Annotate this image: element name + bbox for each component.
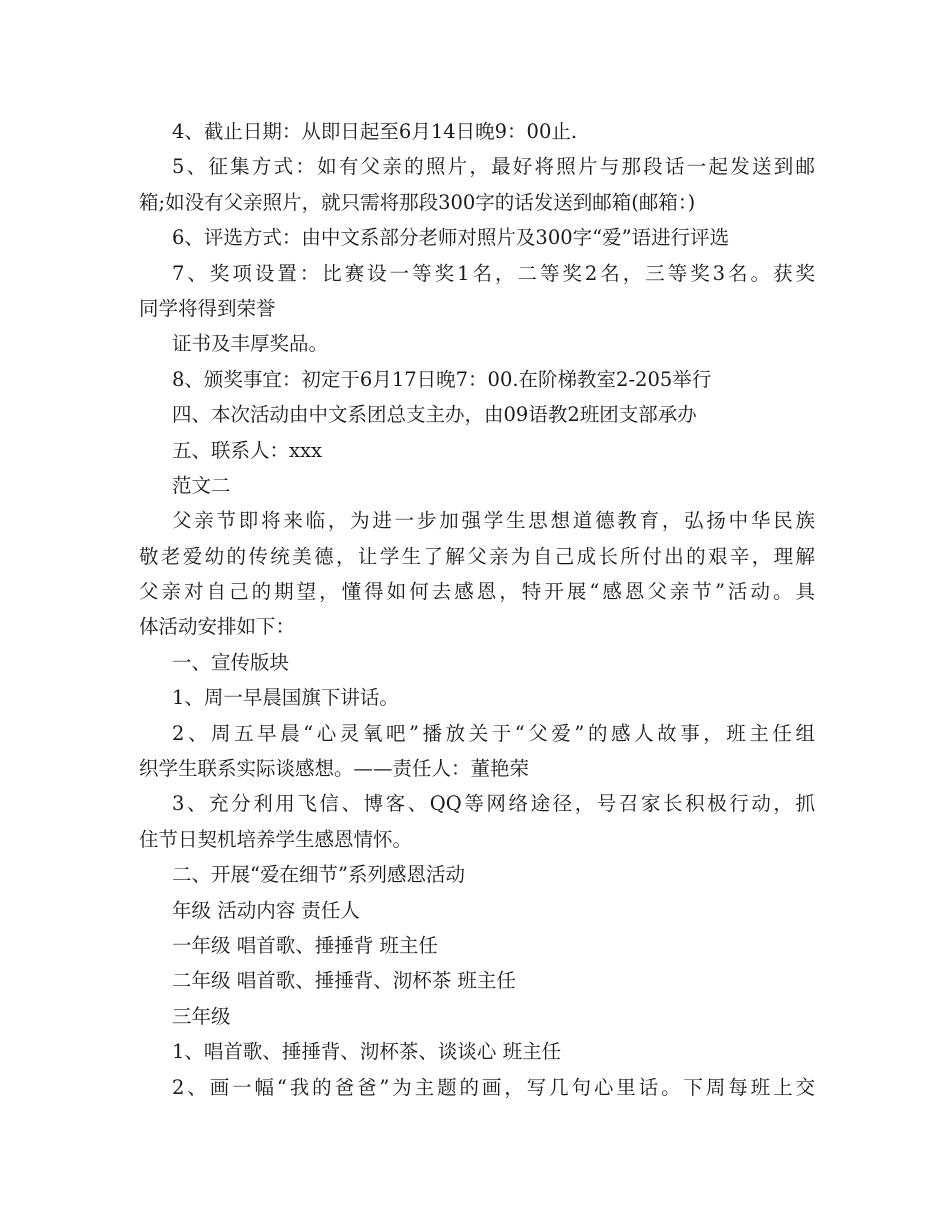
text-line: 一年级 唱首歌、捶捶背 班主任	[172, 933, 438, 957]
text-line: 范文二	[172, 473, 231, 497]
text-line: 6、评选方式：由中文系部分老师对照片及300字“爱”语进行评选	[172, 226, 730, 250]
text-line: 年级 活动内容 责任人	[172, 898, 360, 922]
text-line: 3、充分利用飞信、博客、QQ等网络途径，号召家长积极行动，抓	[172, 792, 815, 816]
text-line: 8、颁奖事宜：初定于6月17日晚7：00.在阶梯教室2-205举行	[172, 367, 712, 391]
text-line: 一、宣传版块	[172, 650, 290, 674]
text-line: 四、本次活动由中文系团总支主办，由09语教2班团支部承办	[172, 403, 697, 427]
text-line: 二年级 唱首歌、捶捶背、沏杯茶 班主任	[172, 969, 516, 993]
text-line: 2、周五早晨“心灵氧吧”播放关于“父爱”的感人故事，班主任组	[172, 721, 815, 745]
text-line: 箱;如没有父亲照片，就只需将那段300字的话发送到邮箱(邮箱：)	[139, 190, 696, 214]
text-line: 2、画一幅“我的爸爸”为主题的画，写几句心里话。下周每班上交	[172, 1075, 815, 1099]
text-line: 证书及丰厚奖品。	[172, 332, 329, 356]
text-line: 1、周一早晨国旗下讲话。	[172, 686, 399, 710]
text-line: 住节日契机培养学生感恩情怀。	[139, 827, 413, 851]
text-line: 织学生联系实际谈感想。——责任人：董艳荣	[139, 757, 530, 781]
text-line: 五、联系人：xxx	[172, 438, 322, 462]
text-line: 敬老爱幼的传统美德，让学生了解父亲为自己成长所付出的艰辛，理解	[139, 544, 815, 568]
text-line: 三年级	[172, 1004, 231, 1028]
text-line: 二、开展“爱在细节”系列感恩活动	[172, 863, 465, 887]
text-line: 父亲对自己的期望，懂得如何去感恩，特开展“感恩父亲节”活动。具	[139, 580, 815, 604]
text-line: 父亲节即将来临，为进一步加强学生思想道德教育，弘扬中华民族	[172, 509, 815, 533]
text-line: 7、奖项设置：比赛设一等奖1名，二等奖2名，三等奖3名。获奖	[172, 261, 815, 285]
text-line: 1、唱首歌、捶捶背、沏杯茶、谈谈心 班主任	[172, 1040, 562, 1064]
text-line: 体活动安排如下：	[139, 615, 296, 639]
text-line: 5、征集方式：如有父亲的照片，最好将照片与那段话一起发送到邮	[172, 155, 815, 179]
document-page	[139, 114, 815, 1105]
text-line: 同学将得到荣誉	[139, 296, 276, 320]
text-line: 4、截止日期：从即日起至6月14日晚9：00止.	[172, 120, 578, 143]
